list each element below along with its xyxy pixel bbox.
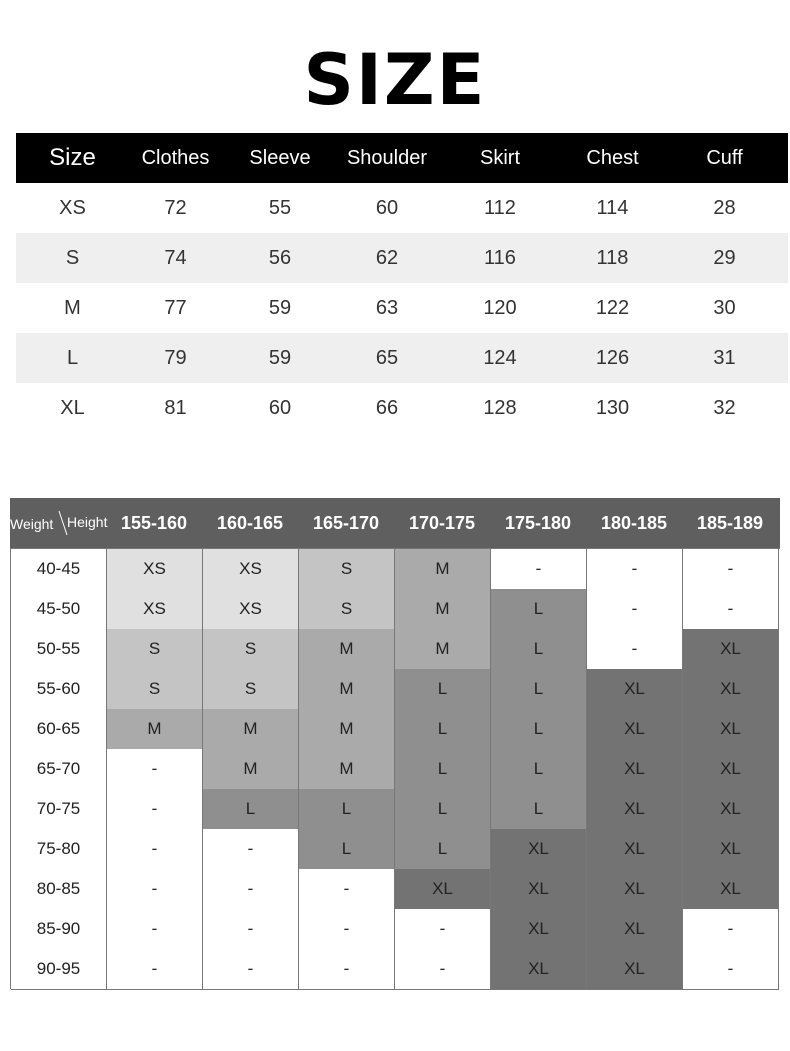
weight-range-cell: 90-95 xyxy=(11,949,107,990)
size-cell: XL xyxy=(587,669,683,710)
header-chest: Chest xyxy=(586,146,639,169)
table-row xyxy=(11,789,780,829)
size-cell: L xyxy=(395,749,491,790)
table-row xyxy=(11,589,780,629)
table-row xyxy=(11,669,780,709)
header-cuff: Cuff xyxy=(706,146,743,169)
size-cell: M xyxy=(203,749,299,790)
size-cell: M xyxy=(299,669,395,710)
weight-range-cell: 50-55 xyxy=(11,629,107,670)
table-row xyxy=(16,183,788,233)
measurement-cell: 81 xyxy=(164,396,187,419)
weight-height-corner xyxy=(10,498,106,548)
table-row xyxy=(11,909,780,949)
size-cell: - xyxy=(587,629,683,670)
measurement-cell: 128 xyxy=(483,396,517,419)
size-cell: - xyxy=(203,949,299,990)
size-cell: L xyxy=(299,829,395,870)
measurement-cell: 79 xyxy=(164,346,187,369)
measurement-cell: 29 xyxy=(713,246,736,269)
size-cell: XL xyxy=(683,789,779,830)
size-cell: M xyxy=(107,709,203,750)
measurement-cell: 56 xyxy=(268,246,292,269)
size-cell: - xyxy=(395,949,491,990)
size-cell: L xyxy=(395,789,491,830)
size-cell: S xyxy=(107,629,203,670)
size-cell: L xyxy=(491,629,587,670)
size-cell: S xyxy=(107,669,203,710)
weight-range-cell: 70-75 xyxy=(11,789,107,830)
measurement-cell: 126 xyxy=(595,346,630,369)
size-cell: XL xyxy=(491,949,587,990)
size-cell: XL xyxy=(683,829,779,870)
measurement-cell: 66 xyxy=(375,396,399,419)
header-shoulder: Shoulder xyxy=(346,146,428,169)
size-cell: S xyxy=(299,589,395,630)
size-cell: - xyxy=(683,549,779,590)
recommendation-header xyxy=(10,498,780,548)
size-cell: XS xyxy=(107,549,203,590)
size-label-cell: S xyxy=(65,246,80,269)
size-cell: XL xyxy=(587,829,683,870)
size-recommendation-table xyxy=(10,498,780,989)
corner-height-label: Height xyxy=(67,514,108,530)
size-cell: - xyxy=(203,829,299,870)
measurement-table-body xyxy=(16,183,788,433)
size-cell: L xyxy=(395,829,491,870)
weight-range-cell: 75-80 xyxy=(11,829,107,870)
measurement-table xyxy=(16,133,788,433)
size-cell: - xyxy=(107,909,203,950)
size-cell: - xyxy=(395,909,491,950)
size-cell: - xyxy=(299,909,395,950)
size-cell: XL xyxy=(395,869,491,910)
size-cell: - xyxy=(107,949,203,990)
measurement-cell: 65 xyxy=(375,346,399,369)
table-row xyxy=(11,709,780,749)
table-row xyxy=(11,949,780,989)
weight-range-cell: 45-50 xyxy=(11,589,107,630)
measurement-cell: 118 xyxy=(596,246,629,269)
table-row xyxy=(11,629,780,669)
measurement-cell: 116 xyxy=(484,246,516,269)
size-cell: L xyxy=(299,789,395,830)
measurement-cell: 120 xyxy=(483,296,517,319)
size-cell: - xyxy=(203,909,299,950)
size-cell: - xyxy=(683,949,779,990)
size-cell: XL xyxy=(683,749,779,790)
measurement-cell: 62 xyxy=(375,246,399,269)
table-row xyxy=(16,383,788,433)
size-cell: XS xyxy=(203,589,299,630)
size-cell: S xyxy=(203,669,299,710)
size-cell: - xyxy=(683,589,779,630)
size-cell: M xyxy=(299,629,395,670)
weight-range-cell: 40-45 xyxy=(11,549,107,590)
size-cell: M xyxy=(395,589,491,630)
size-cell: - xyxy=(107,789,203,830)
measurement-cell: 114 xyxy=(596,196,629,219)
measurement-cell: 60 xyxy=(268,396,292,419)
size-cell: XL xyxy=(587,709,683,750)
corner-weight-label: Weight xyxy=(10,516,54,532)
size-cell: XL xyxy=(587,909,683,950)
height-range-header: 175-180 xyxy=(504,512,572,533)
size-cell: - xyxy=(203,869,299,910)
measurement-cell: 124 xyxy=(483,346,517,369)
height-range-headers xyxy=(106,513,778,534)
size-cell: XL xyxy=(683,629,779,670)
height-range-header: 155-160 xyxy=(120,512,188,533)
measurement-cell: 59 xyxy=(268,296,292,319)
size-cell: M xyxy=(203,709,299,750)
size-cell: - xyxy=(107,829,203,870)
measurement-cell: 63 xyxy=(375,296,399,319)
size-cell: L xyxy=(491,709,587,750)
measurement-cell: 130 xyxy=(595,396,630,419)
size-cell: XL xyxy=(683,709,779,750)
measurement-cell: 72 xyxy=(164,196,187,219)
table-row xyxy=(11,869,780,909)
size-label-cell: XL xyxy=(60,396,85,419)
measurement-cell: 30 xyxy=(713,296,736,319)
table-row xyxy=(16,333,788,383)
header-sleeve: Sleeve xyxy=(249,146,311,169)
size-cell: M xyxy=(299,749,395,790)
weight-range-cell: 60-65 xyxy=(11,709,107,750)
size-cell: L xyxy=(203,789,299,830)
size-label-cell: M xyxy=(64,296,81,319)
size-cell: XL xyxy=(491,909,587,950)
size-label-cell: XS xyxy=(59,196,86,219)
measurement-cell: 59 xyxy=(268,346,292,369)
height-range-header: 185-189 xyxy=(696,512,764,533)
table-row xyxy=(11,549,780,589)
weight-range-cell: 55-60 xyxy=(11,669,107,710)
size-cell: S xyxy=(299,549,395,590)
measurement-cell: 112 xyxy=(484,196,516,219)
size-cell: L xyxy=(491,669,587,710)
size-cell: S xyxy=(203,629,299,670)
size-cell: L xyxy=(491,589,587,630)
measurement-cell: 74 xyxy=(164,246,187,269)
measurement-cell: 55 xyxy=(268,196,292,219)
measurement-table-header xyxy=(16,133,788,183)
size-cell: M xyxy=(299,709,395,750)
size-cell: XL xyxy=(587,869,683,910)
measurement-cell: 31 xyxy=(713,346,736,369)
size-cell: L xyxy=(395,669,491,710)
size-cell: - xyxy=(107,869,203,910)
recommendation-grid xyxy=(10,548,780,989)
size-cell: XL xyxy=(587,789,683,830)
weight-range-cell: 80-85 xyxy=(11,869,107,910)
height-range-header: 180-185 xyxy=(600,512,668,533)
table-row xyxy=(16,233,788,283)
size-cell: XS xyxy=(203,549,299,590)
header-skirt: Skirt xyxy=(480,146,520,169)
size-cell: - xyxy=(107,749,203,790)
header-clothes: Clothes xyxy=(141,146,210,169)
size-cell: XL xyxy=(683,669,779,710)
measurement-cell: 77 xyxy=(164,296,187,319)
size-cell: XL xyxy=(587,949,683,990)
measurement-cell: 32 xyxy=(713,396,736,419)
size-cell: - xyxy=(587,589,683,630)
size-cell: L xyxy=(395,709,491,750)
size-cell: L xyxy=(491,749,587,790)
height-range-header: 170-175 xyxy=(408,512,476,533)
size-cell: XL xyxy=(491,869,587,910)
size-cell: M xyxy=(395,629,491,670)
size-cell: - xyxy=(587,549,683,590)
table-row xyxy=(16,283,788,333)
measurement-cell: 122 xyxy=(595,296,630,319)
table-row xyxy=(11,829,780,869)
page-title: SIZE xyxy=(303,39,487,121)
size-cell: XL xyxy=(491,829,587,870)
size-cell: - xyxy=(683,909,779,950)
measurement-cell: 28 xyxy=(713,196,736,219)
size-cell: XL xyxy=(587,749,683,790)
height-range-header: 165-170 xyxy=(312,512,380,533)
size-cell: M xyxy=(395,549,491,590)
size-cell: L xyxy=(491,789,587,830)
size-cell: XS xyxy=(107,589,203,630)
size-label-cell: L xyxy=(66,346,79,369)
table-row xyxy=(11,749,780,789)
size-cell: - xyxy=(299,949,395,990)
height-range-header: 160-165 xyxy=(216,512,284,533)
size-cell: - xyxy=(299,869,395,910)
size-cell: XL xyxy=(683,869,779,910)
measurement-cell: 60 xyxy=(375,196,399,219)
weight-range-cell: 85-90 xyxy=(11,909,107,950)
size-cell: - xyxy=(491,549,587,590)
header-size: Size xyxy=(49,144,96,171)
weight-range-cell: 65-70 xyxy=(11,749,107,790)
